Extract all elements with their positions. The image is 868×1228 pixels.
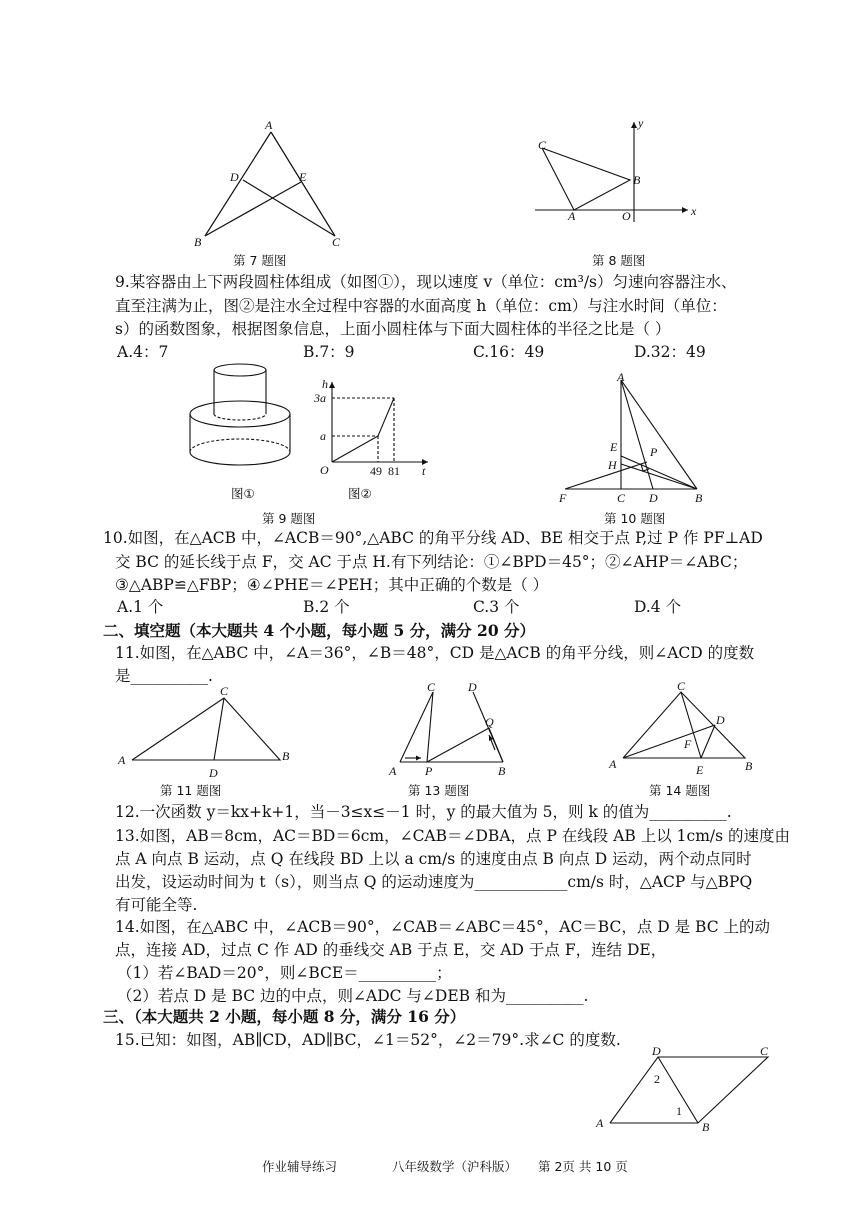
label-C: C [760, 1044, 769, 1058]
label-E: E [696, 763, 704, 777]
q11-line2: 是__________. [115, 667, 213, 685]
footer-left: 作业辅导练习 [262, 1159, 338, 1174]
label-A: A [617, 372, 625, 384]
figure-11 [112, 680, 302, 780]
q13-line4: 有可能全等. [115, 896, 198, 914]
label-A: A [568, 209, 576, 223]
q13-line1: 13.如图，AB＝8cm，AC＝BD＝6cm，∠CAB＝∠DBA，点 P 在线段 AB 上以 1cm/s 的速度由 [115, 827, 791, 845]
label-Q: Q [485, 715, 494, 729]
q9-line1: 9.某容器由上下两段圆柱体组成（如图①），现以速度 v（单位：cm³/s）匀速向容器注水、 [115, 273, 737, 291]
label-F: F [559, 491, 567, 505]
label-D: D [716, 713, 725, 727]
footer-page: 第 2页 共 10 页 [538, 1159, 628, 1174]
caption-fig10: 第 10 题图 [604, 511, 666, 526]
label-B: B [498, 764, 506, 778]
figure-9-graph [310, 378, 435, 478]
label-A: A [118, 753, 126, 767]
q10-line3: ③△ABP≌△FBP；④∠PHE＝∠PEH；其中正确的个数是（ ） [115, 576, 549, 594]
caption-fig9-2: 图② [348, 486, 372, 501]
label-F: F [684, 737, 692, 751]
label-C: C [220, 684, 229, 698]
caption-fig8: 第 8 题图 [592, 253, 646, 268]
label-P: P [425, 764, 433, 778]
q14-line1: 14.如图，在△ABC 中，∠ACB＝90°，∠CAB＝∠ABC＝45°，AC＝BC，点 D 是 BC 上的动 [115, 918, 771, 936]
figure-14 [605, 680, 760, 780]
label-t: t [422, 464, 426, 478]
label-C: C [427, 680, 436, 694]
section-3-heading: 三、（本大题共 2 小题，每小题 8 分，满分 16 分） [103, 1007, 466, 1026]
q14-line4: （2）若点 D 是 BC 边的中点，则∠ADC 与∠DEB 和为__________. [117, 987, 589, 1005]
label-angle-1: 1 [676, 1104, 682, 1118]
caption-fig14: 第 14 题图 [649, 783, 711, 798]
figure-15 [590, 1043, 780, 1135]
footer-mid: 八年级数学（沪科版） [392, 1159, 518, 1174]
label-B: B [194, 235, 202, 249]
q9-option-d: D.32：49 [634, 343, 706, 361]
figure-8 [530, 118, 700, 228]
label-B: B [695, 491, 703, 505]
figure-9-container [185, 362, 295, 474]
label-C: C [538, 138, 547, 152]
label-D: D [468, 680, 477, 694]
label-h: h [322, 378, 328, 391]
label-A: A [389, 764, 397, 778]
figure-7 [185, 118, 355, 250]
label-C: C [332, 235, 341, 249]
label-x: x [691, 204, 697, 218]
label-B: B [282, 749, 290, 763]
q14-line3: （1）若∠BAD＝20°，则∠BCE＝__________； [117, 964, 452, 982]
q9-option-c: C.16：49 [473, 343, 545, 361]
label-B: B [633, 173, 641, 187]
label-E: E [610, 440, 618, 454]
label-81: 81 [388, 464, 400, 478]
q10-option-a: A.1 个 [117, 598, 164, 616]
caption-fig9: 第 9 题图 [262, 511, 316, 526]
label-y: y [638, 118, 644, 130]
label-49: 49 [370, 464, 382, 478]
label-P: P [650, 445, 658, 459]
caption-fig9-1: 图① [231, 486, 255, 501]
label-A: A [596, 1116, 604, 1130]
q10-option-d: D.4 个 [634, 598, 682, 616]
caption-fig7: 第 7 题图 [233, 253, 287, 268]
label-C: C [617, 491, 626, 505]
label-D: D [649, 491, 658, 505]
q9-line2: 直至注满为止，图②是注水全过程中容器的水面高度 h（单位：cm）与注水时间（单位： [115, 297, 727, 315]
q10-option-b: B.2 个 [303, 598, 350, 616]
q11-line1: 11.如图，在△ABC 中，∠A＝36°，∠B＝48°，CD 是△ACB 的角平分线，则∠ACD 的度数 [115, 644, 755, 662]
label-B: B [702, 1120, 710, 1134]
q14-line2: 点，连接 AD，过点 C 作 AD 的垂线交 AB 于点 E，交 AD 于点 F，连结 DE， [115, 941, 667, 959]
figure-10 [555, 372, 715, 507]
q9-line3: s）的函数图象，根据图象信息，上面小圆柱体与下面大圆柱体的半径之比是（ ） [115, 320, 671, 338]
label-A: A [609, 757, 617, 771]
q9-option-b: B.7：9 [303, 343, 355, 361]
label-angle-2: 2 [654, 1072, 660, 1086]
label-H: H [608, 458, 617, 472]
label-C: C [677, 680, 686, 693]
q15-text: 15.已知：如图，AB∥CD，AD∥BC，∠1＝52°，∠2＝79°.求∠C 的度数. [115, 1031, 621, 1049]
figure-13 [385, 680, 515, 780]
q12-text: 12.一次函数 y＝kx+k+1，当－3≤x≤－1 时，y 的最大值为 5，则 k 的值为__________. [115, 803, 732, 821]
label-O: O [622, 209, 631, 223]
caption-fig11: 第 11 题图 [160, 783, 222, 798]
label-D: D [652, 1044, 661, 1058]
label-a: a [320, 429, 326, 443]
label-D: D [230, 170, 239, 184]
label-O: O [320, 463, 329, 477]
caption-fig13: 第 13 题图 [408, 783, 470, 798]
q10-option-c: C.3 个 [473, 598, 520, 616]
label-D: D [209, 766, 218, 780]
q10-line1: 10.如图，在△ACB 中，∠ACB＝90°,△ABC 的角平分线 AD、BE 相交于点 P,过 P 作 PF⊥AD [103, 529, 763, 547]
label-3a: 3a [314, 391, 326, 405]
label-A: A [265, 118, 273, 132]
q9-option-a: A.4：7 [117, 343, 169, 361]
section-2-heading: 二、填空题（本大题共 4 个小题，每小题 5 分，满分 20 分） [103, 621, 536, 640]
label-B: B [745, 759, 753, 773]
q13-line2: 点 A 向点 B 运动，点 Q 在线段 BD 上以 a cm/s 的速度由点 B 向点 D 运动，两个动点同时 [115, 850, 752, 868]
label-E: E [299, 170, 307, 184]
q10-line2: 交 BC 的延长线于点 F，交 AC 于点 H.有下列结论：①∠BPD＝45°；②∠AHP＝∠ABC； [115, 553, 748, 571]
q13-line3: 出发，设运动时间为 t（s），则当点 Q 的运动速度为____________cm/s 时，△ACP 与△BPQ [115, 873, 753, 891]
